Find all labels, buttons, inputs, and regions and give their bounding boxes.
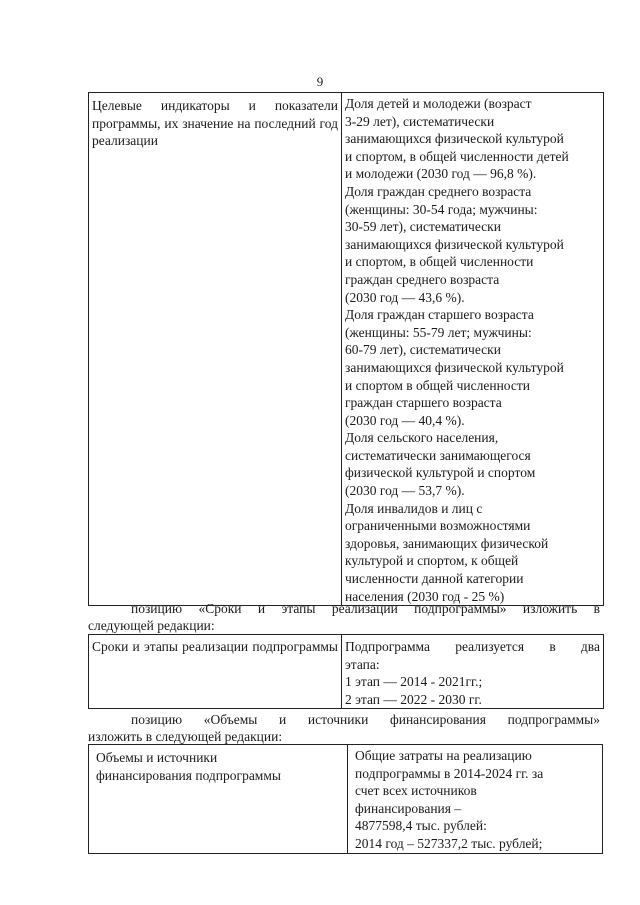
paragraph-line: позицию «Объемы и источники финансирования подпрограммы» xyxy=(131,712,600,727)
funding-line: подпрограммы в 2014-2024 гг. за xyxy=(355,765,544,781)
page-number: 9 xyxy=(316,74,324,89)
funding-values xyxy=(348,745,603,854)
funding-total: 4877598,4 тыс. рублей: xyxy=(355,818,487,834)
table-row xyxy=(89,93,604,606)
terms-line: Подпрограмма реализуется в два xyxy=(345,639,600,654)
indicators-label: Целевые индикаторы и показатели программы, их значение на последний год реализации xyxy=(89,93,342,606)
funding-line: счет всех источников xyxy=(355,783,477,799)
indicator-children-youth: Доля детей и молодежи (возраст 3-29 лет), систематически занимающихся физической культурой и спортом, в общей численности детей и молодежи (2030 год — 96,8 %). xyxy=(345,96,569,182)
indicator-senior-age: Доля граждан старшего возраста (женщины: 55-79 лет; мужчины: 60-79 лет), систематически занимающихся физической культурой и спортом в общей численности граждан старшего возраста (2030 год — 40,4 %). xyxy=(345,307,564,428)
funding-table xyxy=(88,744,603,854)
paragraph-line: следующей редакции: xyxy=(88,618,215,633)
stage-1: 1 этап — 2014 - 2021гг.; xyxy=(345,674,483,690)
funding-label xyxy=(89,745,348,854)
funding-2014: 2014 год – 527337,2 тыс. рублей; xyxy=(355,835,543,851)
paragraph-line: позицию «Сроки и этапы реализации подпрограммы» изложить в xyxy=(131,601,600,616)
indicators-values xyxy=(342,93,604,606)
table-row xyxy=(89,745,603,854)
terms-values xyxy=(342,635,604,709)
indicators-table xyxy=(88,92,604,606)
indicator-rural: Доля сельского населения, систематически занимающегося физической культурой и спортом (2030 год — 53,7 %). xyxy=(345,430,536,499)
table-row xyxy=(89,635,604,709)
indicator-disabled: Доля инвалидов и лиц с ограниченными возможностями здоровья, занимающих физической культурой и спортом, к общей численности данной категории населения (2030 год - 25 %) xyxy=(345,500,549,604)
paragraph-terms-position xyxy=(88,600,600,634)
funding-line: финансирования – xyxy=(355,800,462,816)
funding-line: Общие затраты на реализацию xyxy=(355,748,532,763)
indicator-middle-age: Доля граждан среднего возраста (женщины: 30-54 года; мужчины: 30-59 лет), систематически занимающихся физической культурой и спортом, в общей численности граждан среднего возраста (2030 год — 43,6 %). xyxy=(345,183,564,305)
paragraph-funding-position xyxy=(88,711,600,745)
paragraph-line: изложить в следующей редакции: xyxy=(88,729,283,744)
terms-table xyxy=(88,634,604,709)
funding-label-line: финансирования подпрограммы xyxy=(96,767,281,783)
terms-label: Сроки и этапы реализации подпрограммы xyxy=(89,635,342,709)
funding-label-line: Объемы и источники xyxy=(96,750,218,765)
terms-line: этапа: xyxy=(345,656,380,672)
stage-2: 2 этап — 2022 - 2030 гг. xyxy=(345,691,482,707)
